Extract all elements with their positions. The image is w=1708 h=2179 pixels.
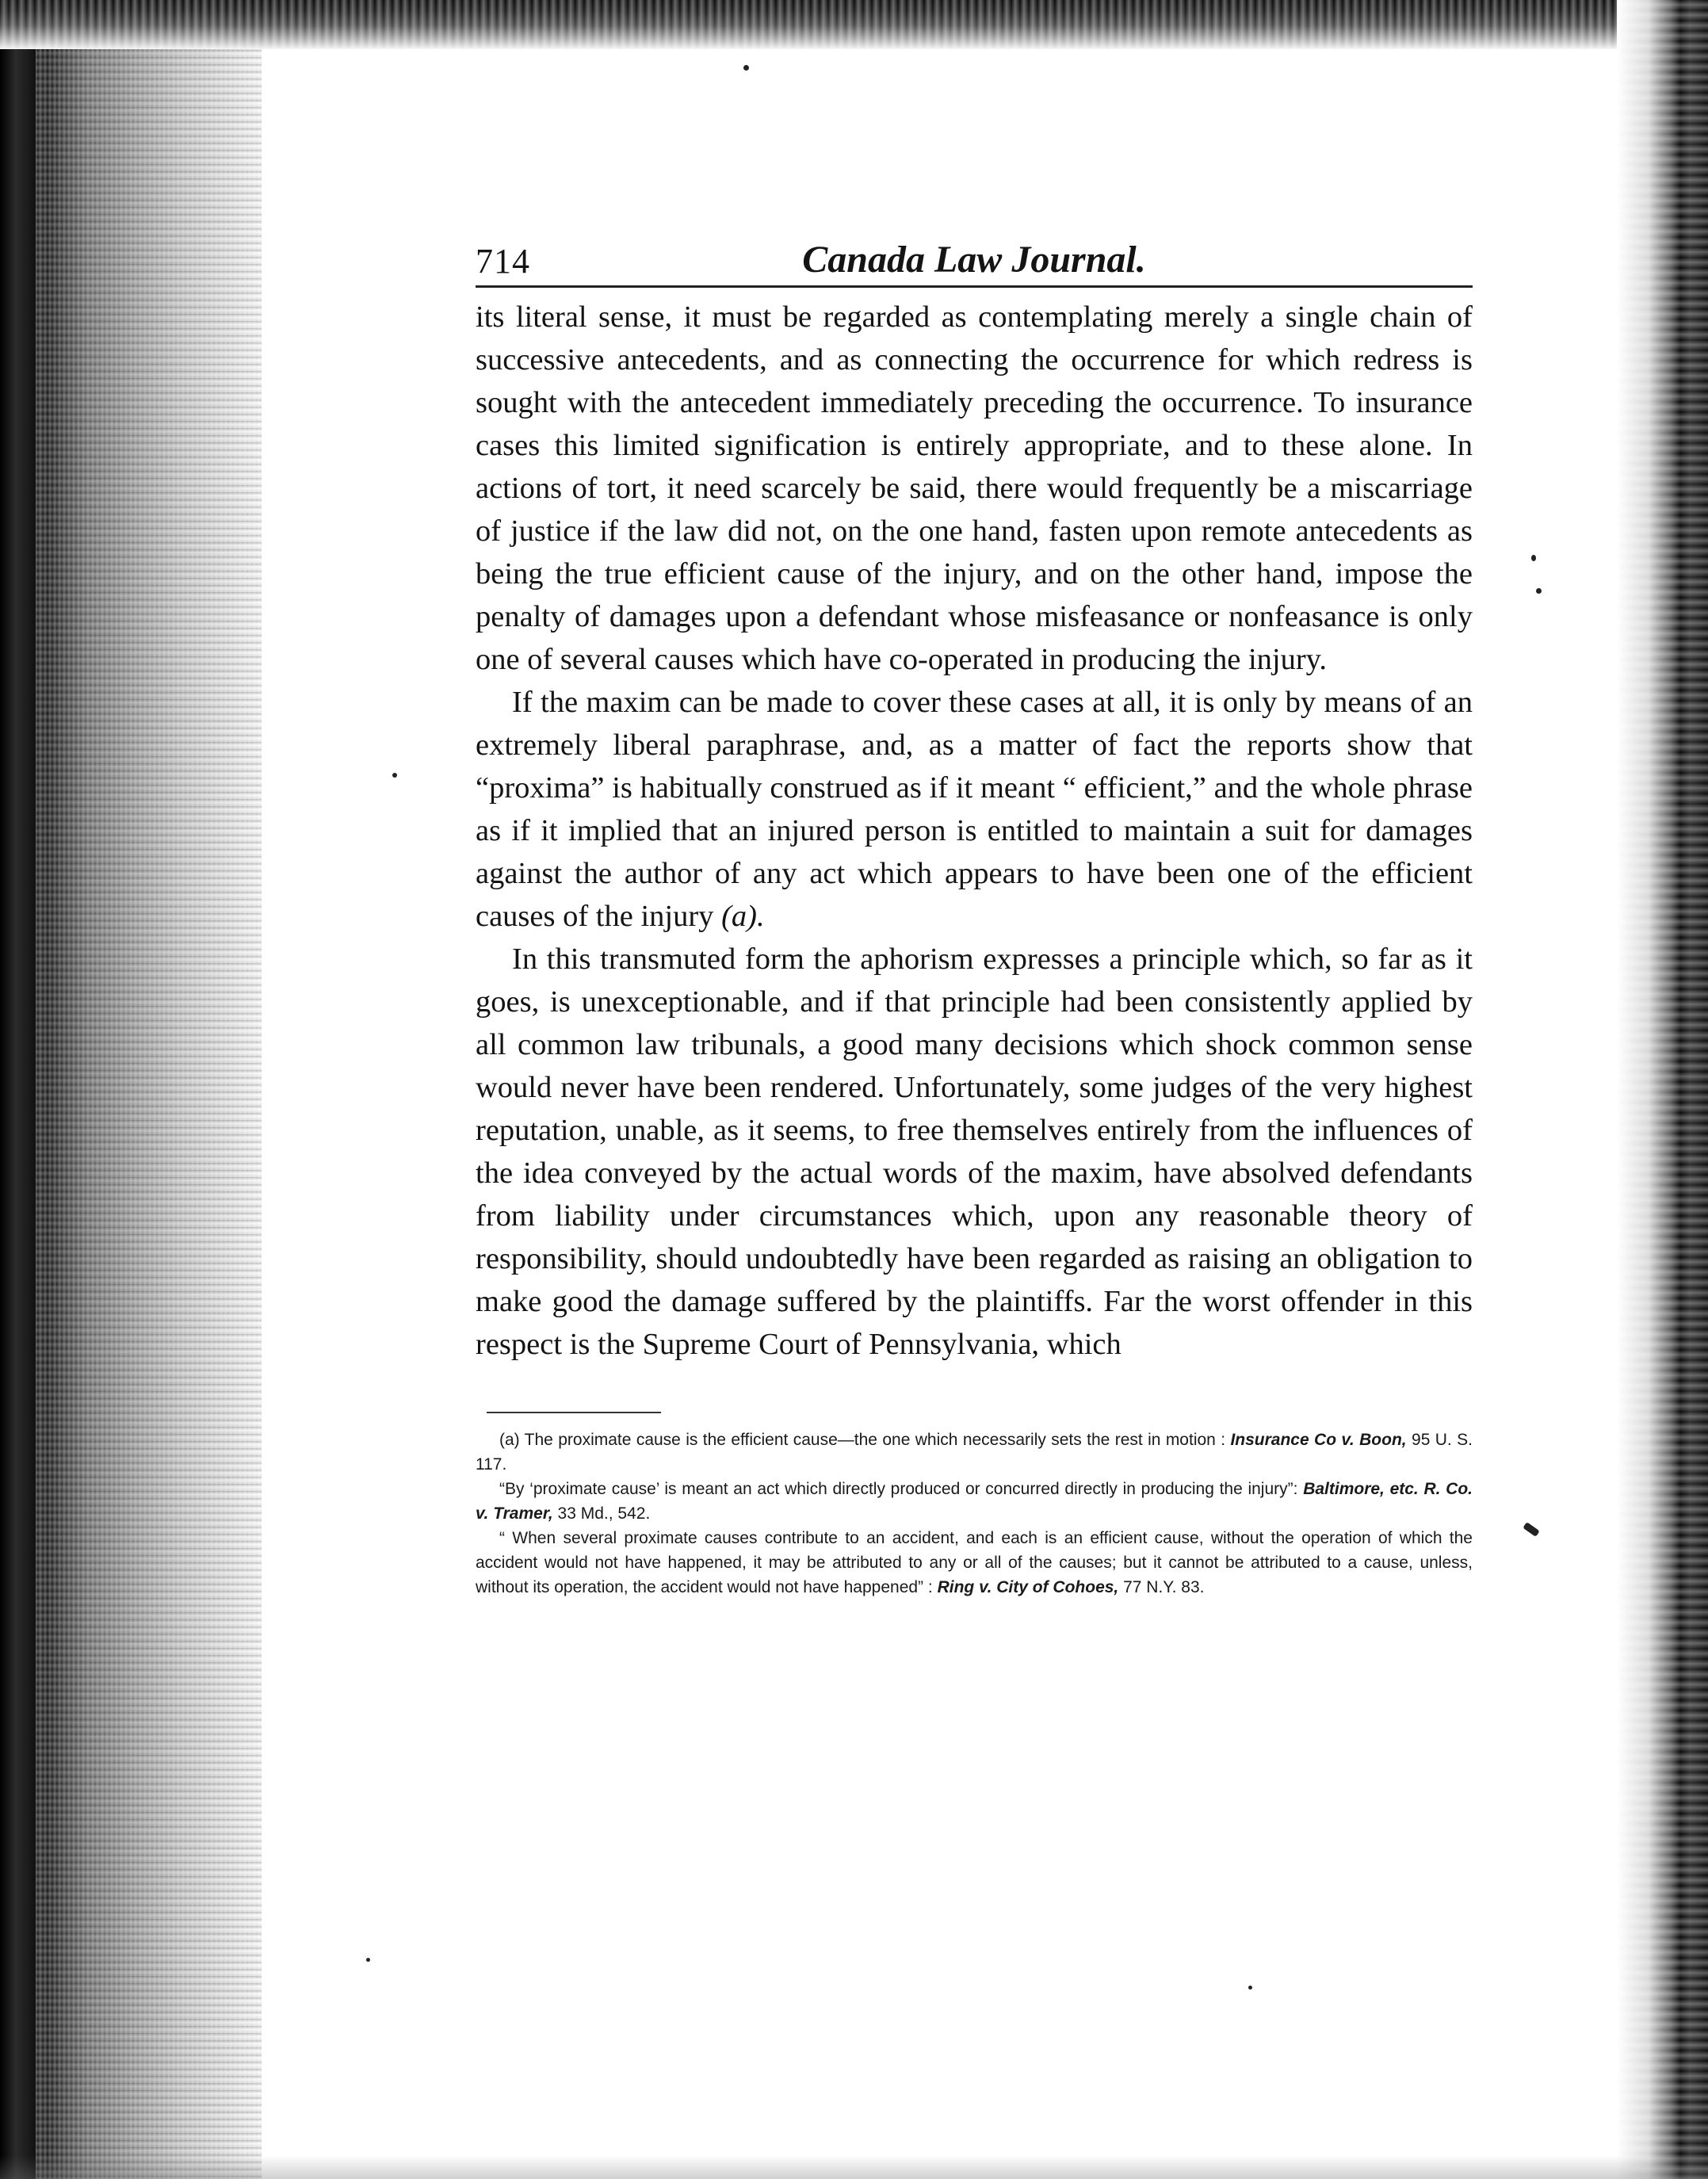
- case-citation: 77 N.Y. 83.: [1123, 1578, 1205, 1596]
- ink-speck: [1531, 555, 1536, 561]
- journal-title: Canada Law Journal.: [802, 239, 1146, 281]
- ink-speck: [392, 773, 397, 778]
- footnote: [476, 1526, 1473, 1600]
- binding-shadow: [0, 0, 262, 2179]
- footnotes: [476, 1428, 1473, 1600]
- case-name: Insurance Co v. Boon,: [1230, 1431, 1407, 1449]
- case-name: Baltimore, etc. R. Co. v. Tramer,: [476, 1480, 1473, 1523]
- ink-speck: [1523, 1522, 1540, 1537]
- case-name: Ring v. City of Cohoes,: [937, 1578, 1119, 1596]
- footnote: [476, 1477, 1473, 1526]
- footnote-text: The proximate cause is the efficient cause—the one which necessarily sets the rest in motion :: [524, 1431, 1226, 1449]
- journal-page: [476, 238, 1473, 1600]
- ink-speck: [1536, 588, 1542, 594]
- case-citation: 33 Md., 542.: [557, 1504, 651, 1523]
- footnote: [476, 1428, 1473, 1477]
- footnote-text: “By ‘proximate cause’ is meant an act which directly produced or concurred directly in producing the injury”:: [499, 1480, 1298, 1498]
- top-scan-edge: [0, 0, 1708, 49]
- footnote-reference: (a).: [721, 900, 765, 933]
- footnote-marker: (a): [499, 1431, 520, 1449]
- ink-speck: [1248, 1986, 1252, 1990]
- bottom-scan-edge: [0, 2155, 1708, 2179]
- ink-speck: [743, 65, 749, 71]
- footnote-text: “ When several proximate causes contribute to an accident, and each is an efficient cause, without the operation of which the accident would not have happened, it may be attributed to any or all of the causes; but it cannot be attributed to a cause, unless, without its operation, the accident would not have happened” :: [476, 1529, 1473, 1596]
- running-head: [476, 238, 1473, 288]
- page-number: 714: [476, 242, 530, 281]
- right-scan-edge: [1617, 0, 1708, 2179]
- ink-speck: [366, 1958, 370, 1962]
- footnote-divider: [487, 1412, 661, 1413]
- binding-edge: [0, 0, 36, 2179]
- body-paragraph: [476, 681, 1473, 938]
- body-paragraph: its literal sense, it must be regarded as contemplating merely a single chain of successive antecedents, and as connecting the occurrence for which redress is sought with the antecedent immediately preceding the occurrence. To insurance cases this limited signification is entirely appropriate, and to these alone. In actions of tort, it need scarcely be said, there would frequently be a miscarriage of justice if the law did not, on the one hand, fasten upon remote antecedents as being the true efficient cause of the injury, and on the other hand, impose the penalty of damages upon a defendant whose misfeasance or nonfeasance is only one of several causes which have co-operated in producing the injury.: [476, 300, 1473, 676]
- paragraph-text: If the maxim can be made to cover these cases at all, it is only by means of an extremely liberal paraphrase, and, as a matter of fact the reports show that “proxima” is habitually construed as if it meant “ efficient,” and the whole phrase as if it implied that an injured person is entitled to maintain a suit for damages against the author of any act which appears to have been one of the efficient causes of the injury: [476, 686, 1473, 933]
- body-paragraph: In this transmuted form the aphorism expresses a principle which, so far as it goes, is unexceptionable, and if that principle had been consistently applied by all common law tribunals, a good many decisions which shock common sense would never have been rendered. Unfortunately, some judges of the very highest reputation, unable, as it seems, to free themselves entirely from the influences of the idea conveyed by the actual words of the maxim, have absolved defendants from liability under circumstances which, upon any reasonable theory of responsibility, should undoubtedly have been regarded as raising an obligation to make good the damage suffered by the plaintiffs. Far the worst offender in this respect is the Supreme Court of Pennsylvania, which: [476, 942, 1473, 1361]
- case-citation: 95 U. S. 117.: [476, 1431, 1473, 1474]
